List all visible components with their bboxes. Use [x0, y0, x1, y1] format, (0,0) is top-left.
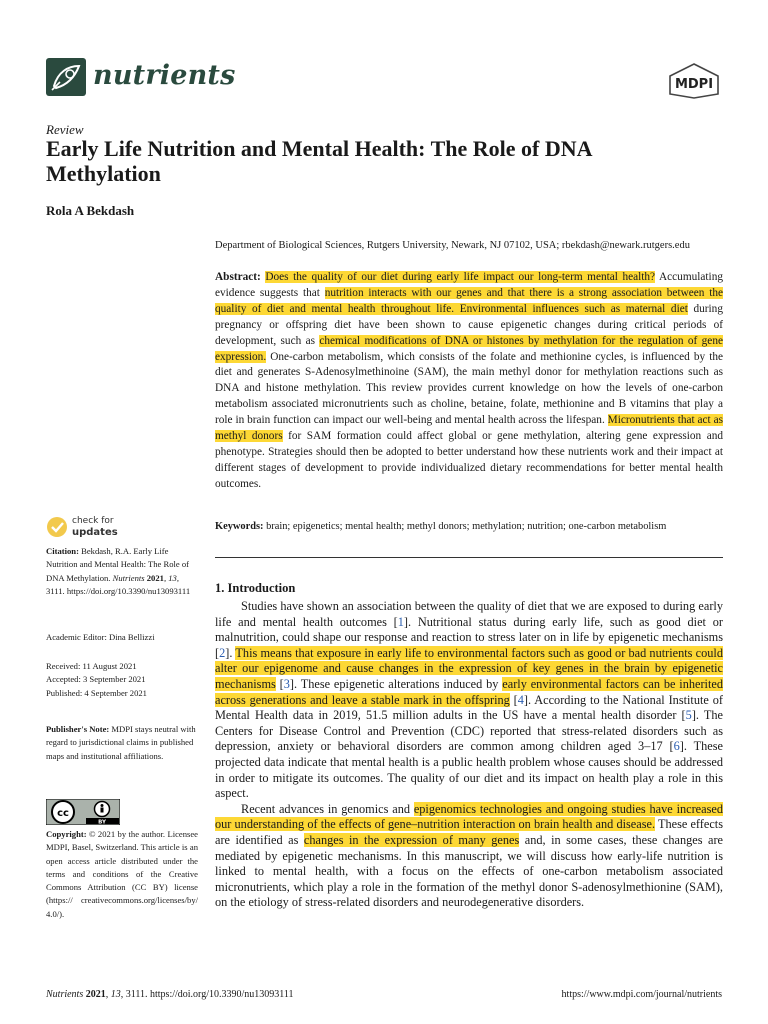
- publisher-note: [46, 723, 198, 763]
- intro-text: These effects are identified as: [215, 817, 723, 847]
- footer-citation: [46, 989, 294, 1000]
- intro-text: ]. These epigenetic alterations induced by: [289, 676, 503, 691]
- footer-doi: , 3111. https://doi.org/10.3390/nu13093111: [120, 989, 294, 1000]
- highlight-abstract-3: Environmental influences such as maternal diet: [454, 302, 688, 315]
- abstract-label: Abstract:: [215, 271, 261, 283]
- intro-paragraph-1: [215, 599, 723, 802]
- reference-link-6[interactable]: 6: [673, 739, 680, 754]
- section-heading-introduction: 1. Introduction: [215, 581, 296, 595]
- reference-link-3[interactable]: 3: [283, 676, 290, 691]
- journal-logo-icon: [46, 58, 86, 96]
- check-updates-line2: updates: [72, 527, 118, 538]
- cc-badge-label: BY: [98, 819, 106, 825]
- footer-year: 2021: [83, 989, 106, 1000]
- received-date: Received: 11 August 2021: [46, 661, 137, 671]
- citation-journal: Nutrients: [112, 572, 145, 583]
- svg-text:cc: cc: [57, 808, 69, 819]
- publisher-note-text: MDPI stays neutral with regard to jurisdictional claims in published maps and institutional affiliations.: [46, 724, 196, 761]
- reference-link-1[interactable]: 1: [397, 614, 404, 629]
- cc-by-license-icon[interactable]: [46, 799, 120, 825]
- reference-link-2[interactable]: 2: [219, 645, 226, 660]
- journal-name: nutrients: [93, 60, 236, 91]
- footer-journal-url[interactable]: https://www.mdpi.com/journal/nutrients: [561, 989, 722, 1000]
- abstract-text: for SAM formation could affect global or gene methylation, altering gene expression and phenotype. Strategies should then be adopted to better understand how these nutrients work and their impact at different stages of development to provide individualized dietary recommendations for better mental health outcomes.: [215, 430, 724, 490]
- highlight-abstract-1: Does the quality of our diet during early life impact our long-term mental health?: [265, 271, 656, 283]
- section-divider: [215, 557, 723, 558]
- citation-year: 2021: [144, 572, 164, 583]
- author-affiliation: Department of Biological Sciences, Rutgers University, Newark, NJ 07102, USA; rbekdash@newark.rutgers.edu: [215, 240, 690, 251]
- highlight-intro-4: changes in the expression of many genes: [303, 832, 520, 847]
- abstract-text: Accumulating evidence suggests that: [215, 271, 723, 299]
- check-updates-line1: check for: [72, 516, 114, 526]
- abstract-text: One-carbon metabolism, which consists of the folate and methionine cycles, is influenced by the diet and generates S-Adenosylmethinoine (SAM), the main methyl donor for methylation reactions such as DNA and histone methylation. This review provides current knowledge on how the levels of one-carbon metabolism associated micronutrients such as choline, betaine, folate, methionine and B vitamins that play a role in brain function can impact our well-being and mental health across the lifespan.: [215, 350, 723, 427]
- academic-editor: Academic Editor: Dina Bellizzi: [46, 632, 155, 642]
- intro-text: ]. According to the National Institute of Mental Health data in 2019, 51.5 million adults in the US have a mental health disorder [: [215, 692, 723, 723]
- introduction-body: [215, 599, 723, 911]
- publisher-note-label: Publisher's Note:: [46, 724, 110, 734]
- highlight-intro-2: early environmental factors can be inherited across generations and leave a stable mark in the offspring: [215, 676, 723, 707]
- abstract-text: during pregnancy or offspring diet have been shown to cause epigenetic changes during critical periods of development, such as: [215, 302, 723, 347]
- intro-text: Studies have shown an association between the quality of diet that we are exposed to during early life and mental health outcomes [: [215, 599, 723, 629]
- article-title: Early Life Nutrition and Mental Health: The Role of DNA Methylation: [46, 136, 592, 186]
- author-name: Rola A Bekdash: [46, 203, 135, 218]
- reference-link-5[interactable]: 5: [685, 708, 692, 723]
- article-type: Review: [46, 122, 84, 137]
- intro-text: [: [509, 692, 518, 707]
- citation-volume: , 13: [163, 572, 177, 583]
- footer-journal: Nutrients: [46, 989, 84, 1000]
- intro-text: Recent advances in genomics and: [241, 801, 414, 816]
- check-updates-icon: [46, 516, 68, 538]
- citation-doi: , 3111. https://doi.org/10.3390/nu13093111: [46, 572, 191, 596]
- mdpi-logo: [666, 62, 722, 100]
- abstract: [215, 270, 723, 493]
- copyright-label: Copyright:: [46, 829, 87, 839]
- keywords-label: Keywords:: [215, 521, 264, 532]
- highlight-intro-3: epigenomics technologies and ongoing studies have increased our understanding of the effects of gene–nutrition interaction on brain health and disease.: [215, 801, 723, 832]
- copyright-text: © 2021 by the author. Licensee MDPI, Basel, Switzerland. This article is an open access article distributed under the terms and conditions of the Creative Commons Attribution (CC BY) license (https:// creativecommons.org/licenses/by/ 4.0/).: [46, 829, 198, 919]
- intro-text: and, in some cases, these changes are mediated by epigenetic mechanisms. In this manuscript, we will discuss how early-life nutrition is linked to mental health, with a focus on the effects of one-carbon metabolism associated micronutrients, which play a role in the formation of the methyl donor S-adenosylmethionine (SAM), on the etiology of stress-related disorders and neurodegenerative disorders.: [215, 832, 724, 910]
- highlight-abstract-5: Micronutrients that act as methyl donors: [215, 414, 723, 443]
- highlight-abstract-4: chemical modifications of DNA or histones by methylation for the regulation of gene expression.: [215, 334, 723, 363]
- published-date: Published: 4 September 2021: [46, 687, 147, 698]
- intro-text: [: [275, 676, 284, 691]
- footer-volume: , 13: [105, 989, 121, 1000]
- intro-text: ]. Nutritional status during early life, such as good diet or malnutrition, could shape our response and reaction to stress later on in life by epigenetic mechanisms [: [215, 614, 723, 660]
- intro-paragraph-2: [215, 802, 723, 911]
- highlight-intro-1: This means that exposure in early life to environmental factors such as good or bad nutrients could alter our epigenome and cause changes in the expression of key genes in the brain by epigenetic mechanisms: [215, 645, 723, 691]
- mdpi-logo-text: MDPI: [674, 77, 714, 92]
- intro-text: ]. These projected data indicate that mental health is a public health problem whose causes should be addressed in order to mitigate its outcomes. The quality of our diet and its impact on health play a role in this aspect.: [215, 739, 723, 801]
- intro-text: ]. The Centers for Disease Control and Prevention (CDC) reported that stress-related disorders such as depression, anxiety or behavioral disorders are common among children aged 3–17 [: [215, 708, 724, 754]
- keywords-list: brain; epigenetics; mental health; methyl donors; methylation; nutrition; one-carbon metabolism: [263, 521, 667, 532]
- copyright-notice: [46, 828, 198, 921]
- citation-label: Citation:: [46, 546, 79, 556]
- check-for-updates-button[interactable]: [46, 514, 156, 542]
- highlight-abstract-2: nutrition interacts with our genes and that there is a strong association between the quality of diet and mental health throughout life.: [215, 286, 723, 315]
- citation-text: Bekdash, R.A. Early Life Nutrition and Mental Health: The Role of DNA Methylation.: [46, 546, 190, 583]
- citation: [46, 545, 198, 598]
- accepted-date: Accepted: 3 September 2021: [46, 674, 146, 685]
- reference-link-4[interactable]: 4: [517, 692, 524, 707]
- keywords: [215, 521, 735, 532]
- intro-text: ].: [225, 645, 236, 660]
- publication-dates: [46, 660, 198, 700]
